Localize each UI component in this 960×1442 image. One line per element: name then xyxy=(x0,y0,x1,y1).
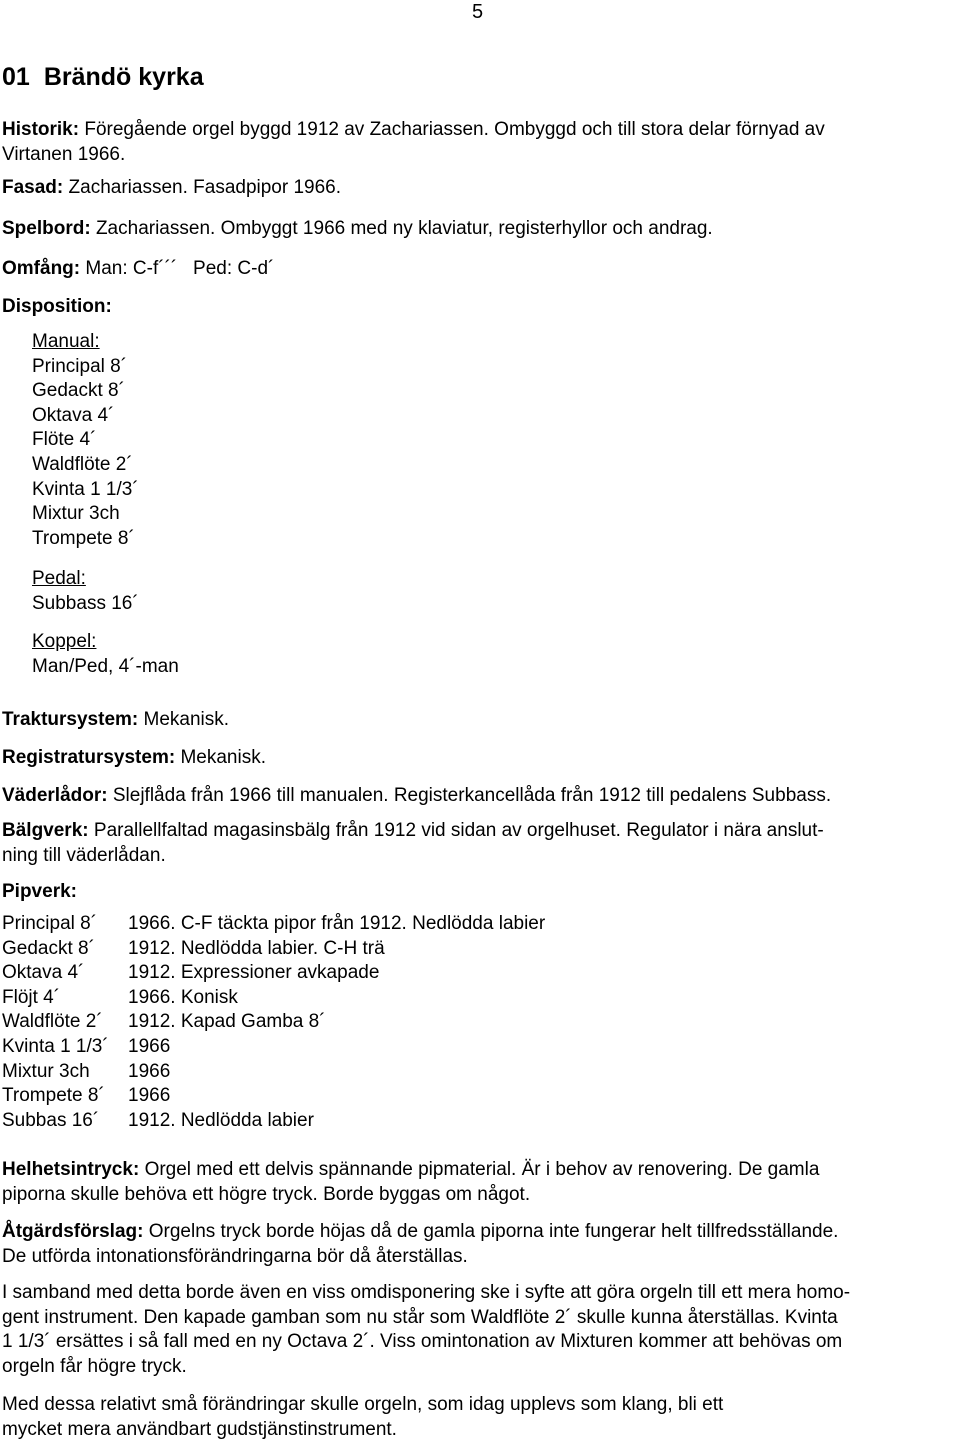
historik-label: Historik: xyxy=(2,119,80,140)
helhetsintryck-section xyxy=(2,1158,952,1207)
pipe-name: Waldflöte 2´ xyxy=(2,1011,103,1033)
paragraph-line: Med dessa relativt små förändringar skulle orgeln, som idag upplevs som klang, bli ett xyxy=(2,1394,724,1415)
paragraph-omdisponering xyxy=(2,1281,952,1379)
pipe-desc: 1912. Nedlödda labier xyxy=(128,1109,314,1131)
vaderlador-text: Slejflåda från 1966 till manualen. Registerkancellåda från 1912 till pedalens Subbass. xyxy=(112,785,832,806)
pipe-name: Kvinta 1 1/3´ xyxy=(2,1035,109,1057)
historik-text-2: Virtanen 1966. xyxy=(2,143,126,165)
pipverk-section xyxy=(2,880,952,905)
pedal-heading: Pedal: xyxy=(32,568,86,589)
balgverk-text: Parallellfaltad magasinsbälg från 1912 vid sidan av orgelhuset. Regulator i nära anslut- xyxy=(93,820,824,841)
pipe-name: Subbas 16´ xyxy=(2,1109,100,1131)
table-row xyxy=(2,986,545,1011)
table-row xyxy=(2,937,545,962)
pipverk-label: Pipverk: xyxy=(2,881,77,902)
section-title: Brändö kyrka xyxy=(43,63,204,91)
spelbord-section xyxy=(2,217,952,242)
list-item: Flöte 4´ xyxy=(32,429,97,451)
pipe-desc: 1966 xyxy=(128,1085,171,1107)
atgardsforslag-text: Orgelns tryck borde höjas då de gamla piporna inte fungerar helt tillfredsställande. xyxy=(148,1221,839,1242)
pipe-name: Trompete 8´ xyxy=(2,1085,105,1107)
list-item: Trompete 8´ xyxy=(32,527,135,549)
omfang-section xyxy=(2,257,952,282)
pedal-list xyxy=(32,567,139,616)
historik-section xyxy=(2,118,952,167)
traktursystem-section xyxy=(2,708,952,733)
paragraph-line: orgeln får högre tryck. xyxy=(2,1355,187,1377)
atgardsforslag-section xyxy=(2,1220,952,1269)
fasad-text: Zachariassen. Fasadpipor 1966. xyxy=(68,177,342,198)
traktursystem-label: Traktursystem: xyxy=(2,709,139,730)
omfang-label: Omfång: xyxy=(2,258,81,279)
disposition-section xyxy=(2,295,952,320)
list-item: Gedackt 8´ xyxy=(32,380,125,402)
pipe-name: Principal 8´ xyxy=(2,913,98,934)
disposition-label: Disposition: xyxy=(2,296,112,317)
pipe-desc: 1966 xyxy=(128,1035,171,1057)
paragraph-line: mycket mera användbart gudstjänstinstrument. xyxy=(2,1418,397,1440)
list-item: Man/Ped, 4´-man xyxy=(32,655,179,677)
balgverk-text-2: ning till väderlådan. xyxy=(2,844,166,866)
paragraph-line: 1 1/3´ ersättes i så fall med en ny Octava 2´. Viss omintonation av Mixturen kommer att behövas om xyxy=(2,1331,843,1353)
historik-text: Föregående orgel byggd 1912 av Zachariassen. Ombyggd och till stora delar förnyad av xyxy=(84,119,825,140)
page-number: 5 xyxy=(472,1,484,23)
paragraph-conclusion xyxy=(2,1393,952,1442)
pipverk-table xyxy=(2,912,545,1133)
vaderlador-label: Väderlådor: xyxy=(2,785,108,806)
koppel-list xyxy=(32,630,179,679)
balgverk-section xyxy=(2,819,952,868)
registratursystem-label: Registratursystem: xyxy=(2,747,176,768)
table-row xyxy=(2,1060,545,1085)
pipe-desc: 1912. Kapad Gamba 8´ xyxy=(128,1011,326,1033)
traktursystem-text: Mekanisk. xyxy=(143,709,230,730)
registratursystem-section xyxy=(2,746,952,771)
pipe-desc: 1966 xyxy=(128,1060,171,1082)
pipe-desc: 1912. Expressioner avkapade xyxy=(128,962,380,984)
helhetsintryck-text: Orgel med ett delvis spännande pipmaterial. Är i behov av renovering. De gamla xyxy=(144,1159,820,1180)
table-row xyxy=(2,912,545,937)
list-item: Waldflöte 2´ xyxy=(32,453,133,475)
pipe-name: Mixtur 3ch xyxy=(2,1060,90,1082)
table-row xyxy=(2,1109,545,1134)
pipe-desc: 1912. Nedlödda labier. C-H trä xyxy=(128,937,385,959)
table-row xyxy=(2,961,545,986)
list-item: Oktava 4´ xyxy=(32,404,115,426)
atgardsforslag-label: Åtgärdsförslag: xyxy=(2,1221,144,1242)
pipe-name: Gedackt 8´ xyxy=(2,937,95,959)
fasad-label: Fasad: xyxy=(2,177,64,198)
list-item: Mixtur 3ch xyxy=(32,503,120,525)
vaderlador-section xyxy=(2,784,952,809)
table-row xyxy=(2,1084,545,1109)
pipe-desc: 1966. Konisk xyxy=(128,986,238,1008)
helhetsintryck-text-2: piporna skulle behöva ett högre tryck. Borde byggas om något. xyxy=(2,1183,531,1205)
manual-list xyxy=(32,330,139,551)
fasad-section xyxy=(2,176,952,201)
page-title xyxy=(2,62,204,92)
registratursystem-text: Mekanisk. xyxy=(180,747,266,768)
atgardsforslag-text-2: De utförda intonationsförändringarna bör då återställas. xyxy=(2,1245,468,1267)
table-row xyxy=(2,1010,545,1035)
list-item: Subbass 16´ xyxy=(32,592,139,614)
pipe-desc: 1966. C-F täckta pipor från 1912. Nedlödda labier xyxy=(128,913,546,934)
section-number: 01 xyxy=(2,63,30,91)
table-row xyxy=(2,1035,545,1060)
pipe-name: Oktava 4´ xyxy=(2,962,85,984)
list-item: Principal 8´ xyxy=(32,355,128,377)
manual-heading: Manual: xyxy=(32,331,100,352)
helhetsintryck-label: Helhetsintryck: xyxy=(2,1159,140,1180)
balgverk-label: Bälgverk: xyxy=(2,820,89,841)
spelbord-label: Spelbord: xyxy=(2,218,91,239)
koppel-heading: Koppel: xyxy=(32,631,97,652)
omfang-text: Man: C-f´´´ Ped: C-d´ xyxy=(85,258,275,279)
paragraph-line: I samband med detta borde även en viss omdisponering ske i syfte att göra orgeln till ett mera homo- xyxy=(2,1282,851,1303)
pipe-name: Flöjt 4´ xyxy=(2,986,61,1008)
spelbord-text: Zachariassen. Ombyggt 1966 med ny klaviatur, registerhyllor och andrag. xyxy=(95,218,713,239)
list-item: Kvinta 1 1/3´ xyxy=(32,478,139,500)
paragraph-line: gent instrument. Den kapade gamban som nu står som Waldflöte 2´ skulle kunna återställas. Kvinta xyxy=(2,1306,838,1328)
